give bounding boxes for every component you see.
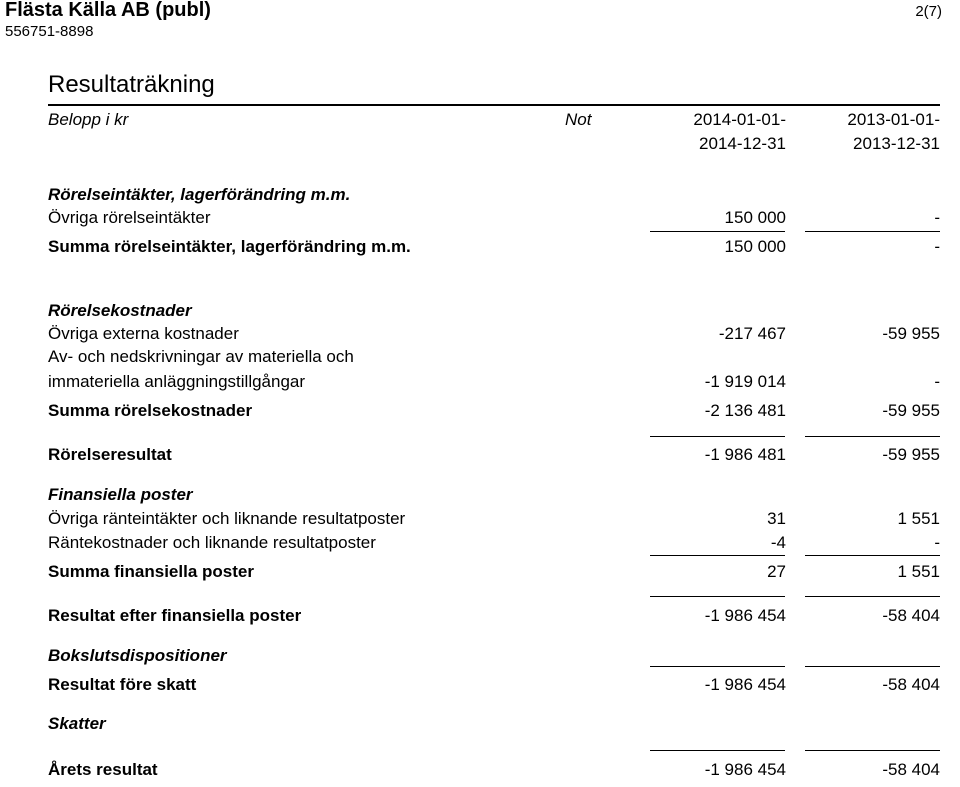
row-label-result-after-financial: Resultat efter finansiella poster [48,606,302,625]
underline-2013 [805,555,940,556]
value-net-result-2013: -58 404 [882,760,940,779]
row-label-other-external-costs: Övriga externa kostnader [48,324,239,343]
value-interest-costs-2014: -4 [770,533,786,552]
row-label-sum-op-income: Summa rörelseintäkter, lagerförändring m.m. [48,237,411,256]
value-sum-financial-2013: 1 551 [897,562,940,581]
value-net-result-2014: -1 986 454 [704,760,786,779]
row-label-interest-costs: Räntekostnader och liknande resultatposter [48,533,376,552]
underline-2014 [650,436,785,437]
value-sum-financial-2014: 27 [767,562,786,581]
row-label-sum-financial: Summa finansiella poster [48,562,254,581]
row-label-depreciation-line2: immateriella anläggningstillgångar [48,372,306,391]
row-label-operating-result: Rörelseresultat [48,445,172,464]
column-header-2013-end: 2013-12-31 [853,134,940,153]
value-interest-costs-2013: - [934,533,940,552]
value-result-after-financial-2013: -58 404 [882,606,940,625]
underline-2014 [650,666,785,667]
value-interest-income-2013: 1 551 [897,509,940,528]
value-other-op-income-2013: - [934,208,940,227]
row-label-other-op-income: Övriga rörelseintäkter [48,208,211,227]
value-sum-op-income-2013: - [934,237,940,256]
value-operating-result-2014: -1 986 481 [704,445,786,464]
underline-2013 [805,231,940,232]
column-header-2014-start: 2014-01-01- [693,110,786,129]
row-label-interest-income: Övriga ränteintäkter och liknande resultatposter [48,509,406,528]
value-depreciation-2014: -1 919 014 [704,372,786,391]
value-sum-op-costs-2013: -59 955 [882,401,940,420]
column-header-note: Not [565,110,592,129]
value-result-before-tax-2013: -58 404 [882,675,940,694]
value-other-external-costs-2014: -217 467 [718,324,786,343]
value-interest-income-2014: 31 [767,509,786,528]
underline-2013 [805,750,940,751]
section-heading-tax: Skatter [48,714,106,733]
section-heading-financial: Finansiella poster [48,485,193,504]
underline-2014 [650,555,785,556]
row-label-sum-op-costs: Summa rörelsekostnader [48,401,253,420]
column-header-label: Belopp i kr [48,110,129,129]
row-label-depreciation-line1: Av- och nedskrivningar av materiella och [48,347,354,366]
column-header-2014-end: 2014-12-31 [699,134,786,153]
underline-2014 [650,750,785,751]
row-label-result-before-tax: Resultat före skatt [48,675,197,694]
underline-2014 [650,231,785,232]
underline-2013 [805,436,940,437]
section-heading-op-income: Rörelseintäkter, lagerförändring m.m. [48,185,351,204]
title-divider [48,104,940,106]
org-number: 556751-8898 [5,23,94,40]
section-heading-appropriations: Bokslutsdispositioner [48,646,227,665]
value-depreciation-2013: - [934,372,940,391]
value-sum-op-costs-2014: -2 136 481 [704,401,786,420]
value-result-before-tax-2014: -1 986 454 [704,675,786,694]
value-other-op-income-2014: 150 000 [724,208,786,227]
value-operating-result-2013: -59 955 [882,445,940,464]
section-heading-op-costs: Rörelsekostnader [48,301,192,320]
page-number: 2(7) [915,3,942,20]
company-name: Flästa Källa AB (publ) [5,0,211,21]
document-title: Resultaträkning [48,71,215,98]
value-other-external-costs-2013: -59 955 [882,324,940,343]
value-result-after-financial-2014: -1 986 454 [704,606,786,625]
underline-2013 [805,596,940,597]
column-header-2013-start: 2013-01-01- [847,110,940,129]
value-sum-op-income-2014: 150 000 [724,237,786,256]
underline-2013 [805,666,940,667]
row-label-net-result: Årets resultat [48,760,158,779]
underline-2014 [650,596,785,597]
